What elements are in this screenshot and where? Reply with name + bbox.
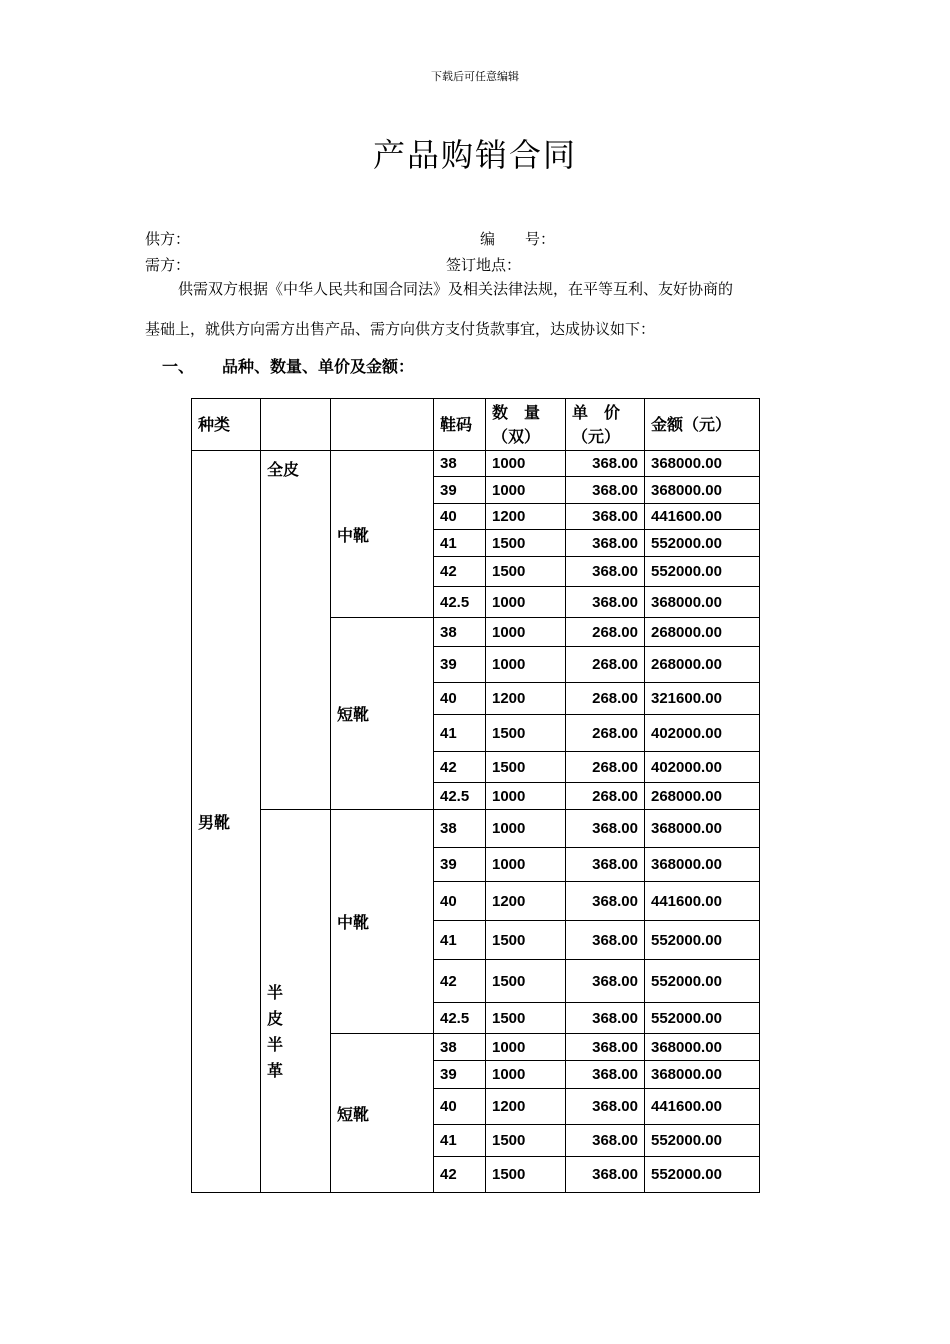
cell-price: 368.00 — [566, 530, 645, 557]
cell-qty: 1000 — [486, 477, 566, 504]
material-full-leather: 全皮 — [261, 451, 331, 810]
cell-price: 368.00 — [566, 557, 645, 587]
cell-size: 39 — [434, 848, 486, 882]
cell-amount: 441600.00 — [645, 504, 760, 530]
header-size: 鞋码 — [434, 399, 486, 451]
style-mid-boot-1: 中靴 — [331, 451, 434, 618]
cell-qty: 1000 — [486, 618, 566, 647]
style-short-boot-1: 短靴 — [331, 618, 434, 810]
cell-amount: 552000.00 — [645, 960, 760, 1003]
cell-qty: 1500 — [486, 960, 566, 1003]
cell-price: 368.00 — [566, 1157, 645, 1193]
cell-price: 368.00 — [566, 921, 645, 960]
cell-amount: 552000.00 — [645, 1125, 760, 1157]
cell-price: 268.00 — [566, 783, 645, 810]
buyer-label: 需方： — [145, 256, 191, 274]
cell-qty: 1000 — [486, 1061, 566, 1089]
cell-size: 42.5 — [434, 587, 486, 618]
cell-size: 38 — [434, 451, 486, 477]
section-1-heading — [162, 354, 414, 377]
cell-qty: 1200 — [486, 683, 566, 715]
cell-qty: 1000 — [486, 1034, 566, 1061]
section-1-title: 品种、数量、单价及金额： — [222, 357, 415, 376]
cell-price: 368.00 — [566, 1034, 645, 1061]
cell-size: 39 — [434, 477, 486, 504]
cell-amount: 368000.00 — [645, 810, 760, 848]
cell-price: 368.00 — [566, 451, 645, 477]
cell-qty: 1000 — [486, 647, 566, 683]
header-blank-1 — [261, 399, 331, 451]
cell-amount: 268000.00 — [645, 618, 760, 647]
cell-qty: 1500 — [486, 530, 566, 557]
style-short-boot-2: 短靴 — [331, 1034, 434, 1193]
cell-size: 39 — [434, 1061, 486, 1089]
cell-size: 38 — [434, 810, 486, 848]
cell-size: 42 — [434, 960, 486, 1003]
cell-size: 41 — [434, 530, 486, 557]
cell-amount: 368000.00 — [645, 1034, 760, 1061]
cell-size: 42 — [434, 752, 486, 783]
category-gender: 男靴 — [192, 451, 261, 1193]
header-blank-2 — [331, 399, 434, 451]
cell-amount: 268000.00 — [645, 783, 760, 810]
cell-price: 368.00 — [566, 1125, 645, 1157]
cell-qty: 1500 — [486, 715, 566, 752]
cell-amount: 368000.00 — [645, 1061, 760, 1089]
cell-size: 41 — [434, 715, 486, 752]
cell-amount: 368000.00 — [645, 477, 760, 504]
cell-price: 368.00 — [566, 1061, 645, 1089]
supplier-label: 供方： — [145, 230, 191, 248]
product-table — [191, 398, 760, 1193]
contract-number-label: 编 号： — [480, 230, 556, 248]
cell-amount: 552000.00 — [645, 1003, 760, 1034]
section-1-number: 一、 — [162, 357, 195, 376]
cell-price: 268.00 — [566, 752, 645, 783]
cell-amount: 441600.00 — [645, 1089, 760, 1125]
page-title: 产品购销合同 — [372, 136, 577, 174]
cell-amount: 368000.00 — [645, 848, 760, 882]
cell-qty: 1000 — [486, 587, 566, 618]
cell-qty: 1500 — [486, 752, 566, 783]
cell-amount: 368000.00 — [645, 451, 760, 477]
table-row — [192, 810, 760, 848]
cell-size: 41 — [434, 921, 486, 960]
cell-size: 38 — [434, 1034, 486, 1061]
cell-price: 268.00 — [566, 618, 645, 647]
cell-size: 42 — [434, 1157, 486, 1193]
header-note: 下载后可任意编辑 — [431, 70, 519, 83]
cell-price: 368.00 — [566, 587, 645, 618]
cell-amount: 441600.00 — [645, 882, 760, 921]
cell-size: 42.5 — [434, 1003, 486, 1034]
cell-size: 42.5 — [434, 783, 486, 810]
cell-amount: 268000.00 — [645, 647, 760, 683]
header-unit-price: 单 价（元） — [566, 399, 645, 451]
cell-qty: 1200 — [486, 882, 566, 921]
cell-amount: 552000.00 — [645, 1157, 760, 1193]
cell-amount: 321600.00 — [645, 683, 760, 715]
cell-size: 42 — [434, 557, 486, 587]
cell-qty: 1000 — [486, 451, 566, 477]
header-quantity: 数 量（双） — [486, 399, 566, 451]
cell-size: 40 — [434, 504, 486, 530]
cell-price: 368.00 — [566, 882, 645, 921]
cell-qty: 1500 — [486, 921, 566, 960]
table-header-row — [192, 399, 760, 451]
cell-size: 39 — [434, 647, 486, 683]
cell-qty: 1000 — [486, 783, 566, 810]
cell-qty: 1200 — [486, 1089, 566, 1125]
cell-qty: 1500 — [486, 1125, 566, 1157]
cell-qty: 1000 — [486, 848, 566, 882]
cell-price: 268.00 — [566, 647, 645, 683]
cell-qty: 1500 — [486, 1003, 566, 1034]
cell-amount: 402000.00 — [645, 715, 760, 752]
sign-place-label: 签订地点： — [446, 256, 522, 274]
cell-price: 368.00 — [566, 1003, 645, 1034]
style-mid-boot-2: 中靴 — [331, 810, 434, 1034]
intro-line-1: 供需双方根据《中华人民共和国合同法》及相关法律法规，在平等互利、友好协商的 — [178, 280, 734, 298]
header-category: 种类 — [192, 399, 261, 451]
cell-price: 368.00 — [566, 810, 645, 848]
cell-size: 41 — [434, 1125, 486, 1157]
cell-qty: 1000 — [486, 810, 566, 848]
cell-amount: 552000.00 — [645, 530, 760, 557]
material-half-leather: 半皮半革 — [261, 810, 331, 1193]
cell-size: 38 — [434, 618, 486, 647]
header-amount: 金额（元） — [645, 399, 760, 451]
cell-price: 368.00 — [566, 960, 645, 1003]
cell-size: 40 — [434, 882, 486, 921]
cell-size: 40 — [434, 683, 486, 715]
cell-price: 368.00 — [566, 504, 645, 530]
cell-size: 40 — [434, 1089, 486, 1125]
cell-amount: 368000.00 — [645, 587, 760, 618]
table-row — [192, 451, 760, 477]
cell-qty: 1200 — [486, 504, 566, 530]
cell-price: 268.00 — [566, 683, 645, 715]
cell-amount: 552000.00 — [645, 921, 760, 960]
cell-price: 268.00 — [566, 715, 645, 752]
cell-price: 368.00 — [566, 848, 645, 882]
cell-qty: 1500 — [486, 557, 566, 587]
cell-amount: 402000.00 — [645, 752, 760, 783]
cell-price: 368.00 — [566, 477, 645, 504]
cell-amount: 552000.00 — [645, 557, 760, 587]
intro-line-2: 基础上，就供方向需方出售产品、需方向供方支付货款事宜，达成协议如下： — [145, 320, 656, 338]
cell-qty: 1500 — [486, 1157, 566, 1193]
cell-price: 368.00 — [566, 1089, 645, 1125]
